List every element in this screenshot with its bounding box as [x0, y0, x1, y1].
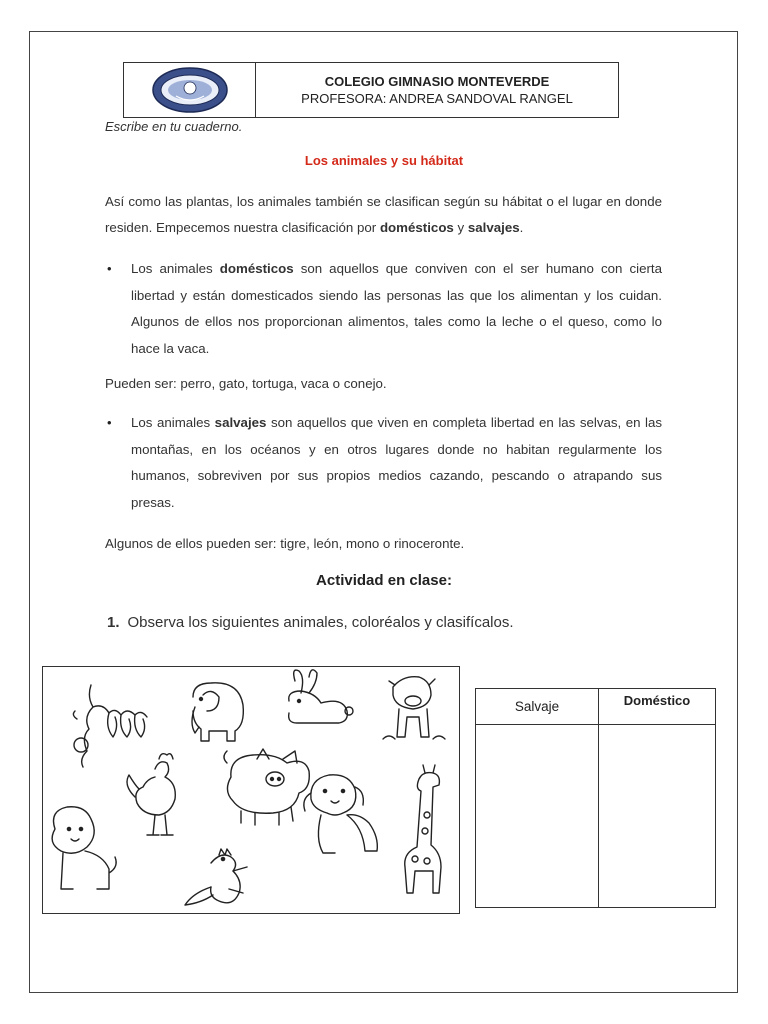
classification-table: [475, 688, 716, 908]
animals-illustration: [42, 666, 460, 914]
bullet-dot: •: [107, 261, 112, 276]
intro-paragraph: Así como las plantas, los animales también se clasifican según su hábitat o el lugar en donde residen. Empecemos nuestra clasificación por domésticos y salvajes.: [105, 194, 662, 235]
dog-drawing: [304, 775, 377, 853]
school-name: COLEGIO GIMNASIO MONTEVERDE: [324, 74, 550, 89]
bullet-domestic-text: Los animales domésticos son aquellos que conviven con el ser humano con cierta libertad y están domesticados siendo las personas las que los alimentan y los cuidan. Algunos de ellos nos proporcionan alimentos, tales como la leche o el queso, como lo hace la vaca.: [131, 261, 662, 356]
column-domestic: Doméstico: [599, 689, 716, 725]
school-logo: [150, 66, 230, 114]
pig-drawing: [224, 749, 309, 825]
bullet-dot: •: [107, 415, 112, 430]
iguana-drawing: [185, 849, 247, 905]
step-number: 1.: [107, 614, 120, 631]
bullet-domestic: [105, 256, 662, 362]
step-1: [107, 614, 514, 631]
column-wild: Salvaje: [476, 689, 599, 725]
domestic-cell[interactable]: [599, 725, 716, 908]
snake-drawing: [73, 685, 147, 767]
giraffe-drawing: [405, 765, 441, 893]
domestic-examples: Pueden ser: perro, gato, tortuga, vaca o conejo.: [105, 376, 387, 391]
wild-examples: Algunos de ellos pueden ser: tigre, león, mono o rinoceronte.: [105, 536, 465, 551]
lion-drawing: [52, 807, 116, 889]
rabbit-drawing: [289, 670, 353, 723]
rooster-drawing: [127, 754, 175, 835]
step-text: Observa los siguientes animales, coloréalos y clasifícalos.: [127, 614, 514, 631]
page-title: Los animales y su hábitat: [304, 153, 464, 168]
instruction-note: Escribe en tu cuaderno.: [105, 119, 243, 134]
cow-drawing: [383, 677, 445, 739]
teacher-name: PROFESORA: ANDREA SANDOVAL RANGEL: [301, 91, 573, 106]
activity-heading: Actividad en clase:: [316, 572, 452, 589]
header-text: [256, 63, 618, 117]
school-header: [123, 62, 619, 118]
elephant-drawing: [192, 683, 243, 741]
bullet-wild-text: Los animales salvajes son aquellos que viven en completa libertad en las selvas, en las montañas, en los océanos y en otros lugares donde no habitan regularmente los humanos, sobreviven por sus propios medios cazando, pescando o atrapando sus presas.: [131, 415, 663, 510]
wild-cell[interactable]: [476, 725, 599, 908]
bullet-wild: [105, 410, 662, 516]
logo-cell: [124, 63, 256, 117]
